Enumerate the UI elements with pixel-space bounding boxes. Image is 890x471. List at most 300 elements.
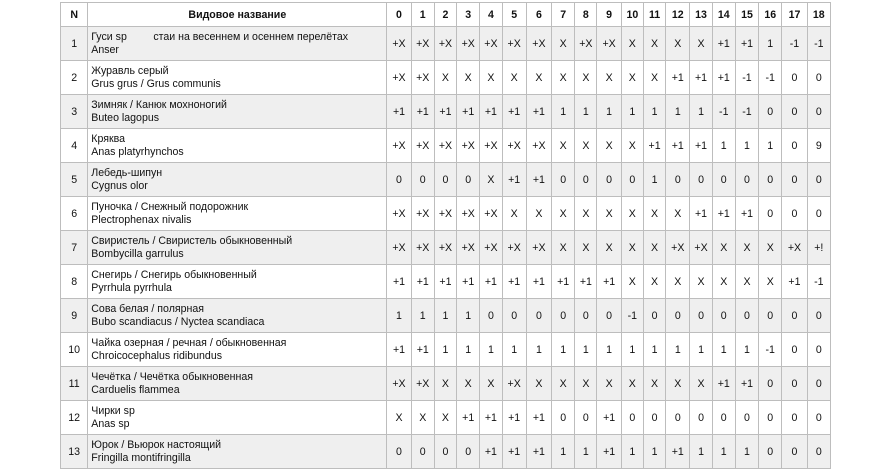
value-cell: X <box>434 367 456 401</box>
species-name-latin: Anas platyrhynchos <box>91 145 184 158</box>
value-cell: +1 <box>480 265 502 299</box>
value-cell: +1 <box>502 265 526 299</box>
value-cell: 0 <box>502 299 526 333</box>
value-cell: +X <box>434 129 456 163</box>
value-cell: X <box>643 197 665 231</box>
value-cell: X <box>759 265 782 299</box>
species-name-cell <box>88 299 387 333</box>
value-cell: 1 <box>643 95 665 129</box>
value-cell: 0 <box>782 163 807 197</box>
row-number: 13 <box>61 435 88 469</box>
value-cell: +1 <box>735 367 758 401</box>
table-row <box>61 61 831 95</box>
header-col-4: 4 <box>480 3 502 27</box>
value-cell: X <box>526 197 551 231</box>
value-cell: +X <box>457 231 480 265</box>
row-number: 9 <box>61 299 88 333</box>
value-cell: +X <box>387 61 411 95</box>
value-cell: 0 <box>807 333 830 367</box>
species-name-ru: Свиристель / Свиристель обыкновенный <box>91 234 293 247</box>
value-cell: 0 <box>782 333 807 367</box>
value-cell: +X <box>502 27 526 61</box>
value-cell: 0 <box>690 299 712 333</box>
value-cell: 0 <box>807 197 830 231</box>
value-cell: X <box>666 367 690 401</box>
value-cell: 1 <box>759 129 782 163</box>
value-cell: X <box>690 367 712 401</box>
species-name-ru: Гуси sp стаи на весеннем и осеннем перелётах <box>91 30 349 43</box>
table-row <box>61 129 831 163</box>
value-cell: 0 <box>807 401 830 435</box>
row-number: 3 <box>61 95 88 129</box>
value-cell: X <box>411 401 434 435</box>
species-name-latin: Buteo lagopus <box>91 111 160 124</box>
value-cell: +1 <box>502 435 526 469</box>
header-col-16: 16 <box>759 3 782 27</box>
table-row <box>61 27 831 61</box>
value-cell: 0 <box>552 299 575 333</box>
value-cell: X <box>552 231 575 265</box>
species-name-ru: Чечётка / Чечётка обыкновенная <box>91 370 253 383</box>
value-cell: 0 <box>782 435 807 469</box>
value-cell: 1 <box>552 435 575 469</box>
value-cell: 0 <box>621 401 643 435</box>
value-cell: +1 <box>387 265 411 299</box>
value-cell: 1 <box>690 95 712 129</box>
species-name-latin: Grus grus / Grus communis <box>91 77 221 90</box>
value-cell: +1 <box>735 27 758 61</box>
species-name-latin: Bubo scandiacus / Nyctea scandiaca <box>91 315 265 328</box>
value-cell: X <box>552 129 575 163</box>
header-col-8: 8 <box>575 3 597 27</box>
value-cell: X <box>735 265 758 299</box>
value-cell: +X <box>480 129 502 163</box>
value-cell: 1 <box>643 333 665 367</box>
value-cell: +X <box>502 367 526 401</box>
value-cell: X <box>526 367 551 401</box>
value-cell: +X <box>411 231 434 265</box>
value-cell: +1 <box>712 197 735 231</box>
species-name-cell <box>88 265 387 299</box>
value-cell: +1 <box>526 163 551 197</box>
value-cell: +1 <box>387 95 411 129</box>
value-cell: +1 <box>526 401 551 435</box>
value-cell: 0 <box>597 163 621 197</box>
value-cell: 1 <box>502 333 526 367</box>
value-cell: +X <box>387 231 411 265</box>
header-col-13: 13 <box>690 3 712 27</box>
value-cell: 0 <box>597 299 621 333</box>
value-cell: 0 <box>552 401 575 435</box>
table-row <box>61 231 831 265</box>
header-col-5: 5 <box>502 3 526 27</box>
value-cell: +X <box>457 129 480 163</box>
value-cell: X <box>621 129 643 163</box>
value-cell: X <box>480 61 502 95</box>
value-cell: 0 <box>666 299 690 333</box>
value-cell: 0 <box>457 163 480 197</box>
value-cell: +X <box>434 197 456 231</box>
value-cell: 9 <box>807 129 830 163</box>
header-n: N <box>61 3 88 27</box>
value-cell: -1 <box>735 61 758 95</box>
value-cell: X <box>621 27 643 61</box>
value-cell: 0 <box>712 163 735 197</box>
value-cell: 1 <box>621 95 643 129</box>
value-cell: X <box>552 61 575 95</box>
species-name-ru: Чайка озерная / речная / обыкновенная <box>91 336 287 349</box>
value-cell: X <box>712 265 735 299</box>
table-header-row <box>61 3 831 27</box>
value-cell: 0 <box>807 163 830 197</box>
value-cell: 0 <box>782 129 807 163</box>
value-cell: X <box>457 367 480 401</box>
species-name-latin: Chroicocephalus ridibundus <box>91 349 223 362</box>
value-cell: +X <box>782 231 807 265</box>
header-col-3: 3 <box>457 3 480 27</box>
value-cell: 0 <box>759 435 782 469</box>
value-cell: +1 <box>387 333 411 367</box>
value-cell: +1 <box>434 265 456 299</box>
species-name-cell <box>88 27 387 61</box>
species-name-ru: Лебедь-шипун <box>91 166 163 179</box>
value-cell: X <box>643 231 665 265</box>
value-cell: 1 <box>643 163 665 197</box>
value-cell: -1 <box>621 299 643 333</box>
value-cell: +1 <box>666 61 690 95</box>
value-cell: +X <box>575 27 597 61</box>
value-cell: -1 <box>759 333 782 367</box>
value-cell: +X <box>480 197 502 231</box>
header-col-14: 14 <box>712 3 735 27</box>
value-cell: 1 <box>575 95 597 129</box>
value-cell: -1 <box>712 95 735 129</box>
value-cell: 1 <box>434 299 456 333</box>
species-name-latin: Bombycilla garrulus <box>91 247 184 260</box>
header-col-6: 6 <box>526 3 551 27</box>
value-cell: +1 <box>457 265 480 299</box>
header-col-17: 17 <box>782 3 807 27</box>
species-name-ru: Сова белая / полярная <box>91 302 204 315</box>
value-cell: +1 <box>712 61 735 95</box>
value-cell: 1 <box>457 299 480 333</box>
row-number: 1 <box>61 27 88 61</box>
value-cell: +X <box>597 27 621 61</box>
table-row <box>61 95 831 129</box>
value-cell: X <box>621 231 643 265</box>
value-cell: +1 <box>457 95 480 129</box>
value-cell: 1 <box>735 129 758 163</box>
value-cell: 0 <box>552 163 575 197</box>
value-cell: X <box>643 367 665 401</box>
row-number: 2 <box>61 61 88 95</box>
value-cell: 0 <box>807 435 830 469</box>
value-cell: 0 <box>434 163 456 197</box>
species-name-ru: Юрок / Вьюрок настоящий <box>91 438 222 451</box>
value-cell: X <box>621 265 643 299</box>
value-cell: X <box>575 231 597 265</box>
value-cell: +X <box>434 27 456 61</box>
value-cell: 0 <box>411 163 434 197</box>
value-cell: +1 <box>735 197 758 231</box>
value-cell: +1 <box>526 95 551 129</box>
species-name-latin: Cygnus olor <box>91 179 148 192</box>
header-col-7: 7 <box>552 3 575 27</box>
value-cell: 0 <box>690 163 712 197</box>
value-cell: 1 <box>712 435 735 469</box>
value-cell: +1 <box>526 265 551 299</box>
row-number: 6 <box>61 197 88 231</box>
species-name-cell <box>88 129 387 163</box>
species-name-cell <box>88 163 387 197</box>
value-cell: 0 <box>759 197 782 231</box>
value-cell: +X <box>411 197 434 231</box>
value-cell: X <box>457 61 480 95</box>
value-cell: 0 <box>575 163 597 197</box>
value-cell: +X <box>411 61 434 95</box>
value-cell: X <box>666 197 690 231</box>
species-name-cell <box>88 231 387 265</box>
species-name-latin: Carduelis flammea <box>91 383 180 396</box>
value-cell: X <box>643 27 665 61</box>
value-cell: 0 <box>411 435 434 469</box>
value-cell: 1 <box>434 333 456 367</box>
header-species-name: Видовое название <box>88 3 387 27</box>
value-cell: X <box>526 61 551 95</box>
table-row <box>61 197 831 231</box>
value-cell: X <box>552 27 575 61</box>
value-cell: 0 <box>782 299 807 333</box>
value-cell: 1 <box>690 333 712 367</box>
species-name-ru: Зимняк / Канюк мохноногий <box>91 98 227 111</box>
value-cell: 1 <box>643 435 665 469</box>
value-cell: 0 <box>690 401 712 435</box>
species-name-ru: Кряква <box>91 132 125 145</box>
value-cell: X <box>666 27 690 61</box>
value-cell: +X <box>411 27 434 61</box>
value-cell: X <box>597 367 621 401</box>
value-cell: -1 <box>759 61 782 95</box>
value-cell: +1 <box>502 95 526 129</box>
value-cell: +1 <box>457 401 480 435</box>
value-cell: X <box>480 163 502 197</box>
value-cell: X <box>735 231 758 265</box>
value-cell: +X <box>411 129 434 163</box>
value-cell: 1 <box>735 435 758 469</box>
species-name-cell <box>88 367 387 401</box>
value-cell: 0 <box>807 299 830 333</box>
value-cell: +! <box>807 231 830 265</box>
value-cell: 0 <box>434 435 456 469</box>
value-cell: 1 <box>526 333 551 367</box>
value-cell: 0 <box>759 163 782 197</box>
value-cell: 0 <box>735 299 758 333</box>
value-cell: 0 <box>457 435 480 469</box>
row-number: 8 <box>61 265 88 299</box>
species-name-latin: Fringilla montifringilla <box>91 451 191 464</box>
value-cell: 0 <box>666 163 690 197</box>
value-cell: 1 <box>552 95 575 129</box>
value-cell: +1 <box>526 435 551 469</box>
table-row <box>61 333 831 367</box>
value-cell: +1 <box>411 265 434 299</box>
value-cell: X <box>434 401 456 435</box>
value-cell: X <box>597 129 621 163</box>
value-cell: +X <box>434 231 456 265</box>
value-cell: X <box>502 61 526 95</box>
value-cell: +X <box>457 27 480 61</box>
value-cell: 0 <box>387 163 411 197</box>
header-col-15: 15 <box>735 3 758 27</box>
value-cell: 1 <box>387 299 411 333</box>
value-cell: X <box>643 265 665 299</box>
value-cell: 1 <box>712 129 735 163</box>
value-cell: +1 <box>643 129 665 163</box>
species-name-cell <box>88 401 387 435</box>
value-cell: X <box>759 231 782 265</box>
value-cell: X <box>621 61 643 95</box>
table-row <box>61 163 831 197</box>
value-cell: 1 <box>411 299 434 333</box>
table-row <box>61 299 831 333</box>
value-cell: 0 <box>643 401 665 435</box>
header-col-10: 10 <box>621 3 643 27</box>
value-cell: 1 <box>480 333 502 367</box>
value-cell: +1 <box>666 129 690 163</box>
header-col-1: 1 <box>411 3 434 27</box>
species-name-cell <box>88 61 387 95</box>
value-cell: 0 <box>575 401 597 435</box>
row-number: 5 <box>61 163 88 197</box>
species-name-cell <box>88 197 387 231</box>
value-cell: X <box>575 61 597 95</box>
value-cell: -1 <box>807 27 830 61</box>
value-cell: 0 <box>575 299 597 333</box>
value-cell: 0 <box>712 401 735 435</box>
value-cell: +1 <box>552 265 575 299</box>
species-table <box>60 2 831 469</box>
row-number: 7 <box>61 231 88 265</box>
value-cell: X <box>597 231 621 265</box>
species-name-latin: Pyrrhula pyrrhula <box>91 281 172 294</box>
value-cell: +1 <box>480 401 502 435</box>
row-number: 12 <box>61 401 88 435</box>
table-row <box>61 435 831 469</box>
value-cell: +1 <box>782 265 807 299</box>
row-number: 10 <box>61 333 88 367</box>
value-cell: +1 <box>480 435 502 469</box>
value-cell: +1 <box>411 333 434 367</box>
value-cell: -1 <box>807 265 830 299</box>
value-cell: +1 <box>690 129 712 163</box>
value-cell: +X <box>457 197 480 231</box>
header-col-11: 11 <box>643 3 665 27</box>
value-cell: +X <box>502 129 526 163</box>
value-cell: 1 <box>575 333 597 367</box>
value-cell: +X <box>526 27 551 61</box>
value-cell: X <box>502 197 526 231</box>
value-cell: +1 <box>502 401 526 435</box>
species-name-cell <box>88 435 387 469</box>
value-cell: +X <box>666 231 690 265</box>
value-cell: +X <box>526 231 551 265</box>
value-cell: +X <box>480 231 502 265</box>
value-cell: 1 <box>666 95 690 129</box>
value-cell: +1 <box>597 265 621 299</box>
value-cell: +X <box>387 367 411 401</box>
value-cell: X <box>666 265 690 299</box>
value-cell: 1 <box>552 333 575 367</box>
header-col-2: 2 <box>434 3 456 27</box>
row-number: 4 <box>61 129 88 163</box>
value-cell: +1 <box>480 95 502 129</box>
value-cell: +X <box>387 197 411 231</box>
table-row <box>61 367 831 401</box>
value-cell: 0 <box>782 95 807 129</box>
value-cell: X <box>575 129 597 163</box>
value-cell: +1 <box>597 401 621 435</box>
value-cell: 0 <box>666 401 690 435</box>
value-cell: X <box>552 367 575 401</box>
species-name-ru: Журавль серый <box>91 64 169 77</box>
value-cell: 0 <box>759 299 782 333</box>
value-cell: +X <box>387 129 411 163</box>
value-cell: 0 <box>759 401 782 435</box>
value-cell: 0 <box>759 95 782 129</box>
species-name-latin: Anas sp <box>91 417 130 430</box>
value-cell: 0 <box>387 435 411 469</box>
value-cell: +X <box>526 129 551 163</box>
value-cell: X <box>690 265 712 299</box>
species-name-ru: Снегирь / Снегирь обыкновенный <box>91 268 257 281</box>
species-name-ru: Чирки sp <box>91 404 135 417</box>
value-cell: +X <box>387 27 411 61</box>
table-row <box>61 401 831 435</box>
value-cell: 0 <box>759 367 782 401</box>
value-cell: 1 <box>597 333 621 367</box>
value-cell: 0 <box>526 299 551 333</box>
header-col-9: 9 <box>597 3 621 27</box>
table-row <box>61 265 831 299</box>
value-cell: X <box>690 27 712 61</box>
value-cell: 0 <box>782 401 807 435</box>
value-cell: +1 <box>690 61 712 95</box>
value-cell: +X <box>690 231 712 265</box>
value-cell: 0 <box>782 197 807 231</box>
value-cell: X <box>712 231 735 265</box>
row-number: 11 <box>61 367 88 401</box>
value-cell: +X <box>480 27 502 61</box>
value-cell: 1 <box>621 435 643 469</box>
value-cell: +1 <box>712 27 735 61</box>
value-cell: 1 <box>735 333 758 367</box>
value-cell: X <box>621 197 643 231</box>
value-cell: +1 <box>411 95 434 129</box>
value-cell: 0 <box>735 163 758 197</box>
value-cell: +1 <box>434 95 456 129</box>
header-col-0: 0 <box>387 3 411 27</box>
header-col-12: 12 <box>666 3 690 27</box>
value-cell: X <box>552 197 575 231</box>
value-cell: 0 <box>782 61 807 95</box>
value-cell: +1 <box>666 435 690 469</box>
species-name-cell <box>88 333 387 367</box>
value-cell: +1 <box>712 367 735 401</box>
value-cell: +1 <box>690 197 712 231</box>
value-cell: X <box>597 197 621 231</box>
value-cell: -1 <box>782 27 807 61</box>
value-cell: 1 <box>575 435 597 469</box>
